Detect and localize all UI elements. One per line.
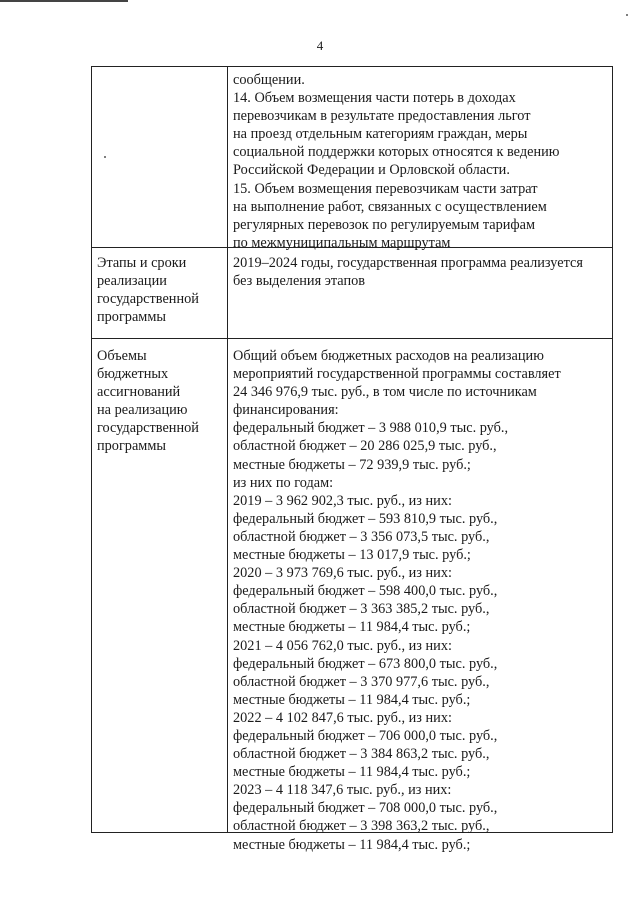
content-line: областной бюджет – 20 286 025,9 тыс. руб., <box>233 438 497 455</box>
row-content <box>228 339 612 853</box>
content-line: без выделения этапов <box>233 273 366 290</box>
content-line: федеральный бюджет – 593 810,9 тыс. руб., <box>233 510 498 527</box>
content-line: на проезд отдельным категориям граждан, меры <box>233 126 528 143</box>
content-line: областной бюджет – 3 398 363,2 тыс. руб., <box>233 818 490 835</box>
content-line: областной бюджет – 3 363 385,2 тыс. руб., <box>233 601 490 618</box>
page-number: 4 <box>316 38 324 53</box>
label-line: программы <box>97 438 167 455</box>
content-line: федеральный бюджет – 673 800,0 тыс. руб., <box>233 655 498 672</box>
content-line: регулярных перевозок по регулируемым тарифам <box>233 216 536 233</box>
content-line: федеральный бюджет – 598 400,0 тыс. руб., <box>233 583 498 600</box>
content-line: областной бюджет – 3 370 977,6 тыс. руб., <box>233 673 490 690</box>
content-line: федеральный бюджет – 3 988 010,9 тыс. руб., <box>233 420 509 437</box>
content-line: федеральный бюджет – 708 000,0 тыс. руб., <box>233 800 498 817</box>
row-content <box>228 67 612 251</box>
content-line: социальной поддержки которых относятся к ведению <box>233 144 560 161</box>
content-line: местные бюджеты – 72 939,9 тыс. руб.; <box>233 456 471 473</box>
content-line: Российской Федерации и Орловской области. <box>233 162 510 179</box>
content-line: 24 346 976,9 тыс. руб., в том числе по источникам <box>233 384 537 401</box>
row-label <box>92 248 227 338</box>
program-passport-table <box>91 66 613 853</box>
label-line: программы <box>97 309 167 326</box>
row-content-cell <box>228 67 613 251</box>
content-line: мероприятий государственной программы составляет <box>233 366 561 383</box>
row-label <box>92 67 227 247</box>
label-line: бюджетных <box>97 366 169 383</box>
label-line: государственной <box>97 420 199 437</box>
row-label-cell <box>92 339 228 833</box>
label-line: государственной <box>97 291 199 308</box>
content-line: 14. Объем возмещения части потерь в доходах <box>233 90 516 107</box>
table-row-budget-allocations <box>92 339 613 833</box>
scan-speck <box>626 14 628 16</box>
content-line: 2021 – 4 056 762,0 тыс. руб., из них: <box>233 637 452 654</box>
scan-edge-mark <box>0 0 128 2</box>
row-content-cell <box>228 339 613 853</box>
row-label-cell <box>92 67 228 248</box>
content-line: местные бюджеты – 13 017,9 тыс. руб.; <box>233 547 471 564</box>
content-line: перевозчикам в результате предоставления льгот <box>233 108 531 125</box>
label-line: ассигнований <box>97 384 181 401</box>
label-line: на реализацию <box>97 402 188 419</box>
content-line: на выполнение работ, связанных с осуществлением <box>233 198 547 215</box>
content-line: из них по годам: <box>233 474 334 491</box>
content-line: областной бюджет – 3 356 073,5 тыс. руб., <box>233 528 490 545</box>
row-label-cell <box>92 248 228 339</box>
content-line: 15. Объем возмещения перевозчикам части затрат <box>233 180 538 197</box>
content-line: 2023 – 4 118 347,6 тыс. руб., из них: <box>233 782 452 799</box>
content-line: местные бюджеты – 11 984,4 тыс. руб.; <box>233 619 471 636</box>
label-line: Этапы и сроки <box>97 255 187 271</box>
label-line: Объемы <box>97 348 147 364</box>
content-line: сообщении. <box>233 72 305 88</box>
content-line: 2022 – 4 102 847,6 тыс. руб., из них: <box>233 709 452 726</box>
content-line: местные бюджеты – 11 984,4 тыс. руб.; <box>233 836 471 853</box>
content-line: финансирования: <box>233 402 339 419</box>
table-row-transport-volumes <box>92 67 613 248</box>
content-line: 2019–2024 годы, государственная программа реализуется <box>233 255 583 271</box>
row-label <box>92 339 227 832</box>
row-content <box>228 248 612 338</box>
content-line: местные бюджеты – 11 984,4 тыс. руб.; <box>233 764 471 781</box>
content-line: по межмуниципальным маршрутам <box>233 234 451 251</box>
content-line: федеральный бюджет – 706 000,0 тыс. руб., <box>233 727 498 744</box>
content-line: Общий объем бюджетных расходов на реализацию <box>233 348 544 364</box>
content-line: 2020 – 3 973 769,6 тыс. руб., из них: <box>233 565 452 582</box>
row-content-cell <box>228 248 613 339</box>
content-line: областной бюджет – 3 384 863,2 тыс. руб., <box>233 746 490 763</box>
table-row-stages-and-terms <box>92 248 613 339</box>
label-line: реализации <box>97 273 167 290</box>
content-line: 2019 – 3 962 902,3 тыс. руб., из них: <box>233 492 452 509</box>
content-line: местные бюджеты – 11 984,4 тыс. руб.; <box>233 691 471 708</box>
